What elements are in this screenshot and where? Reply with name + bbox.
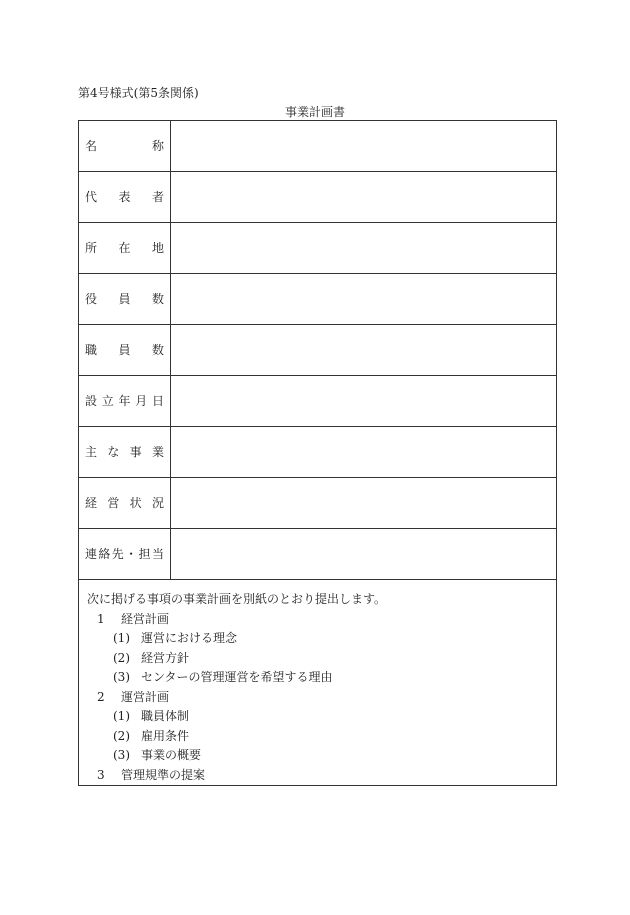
notes-item xyxy=(87,688,548,708)
plan-form-table xyxy=(78,120,557,786)
notes-item xyxy=(87,746,548,766)
notes-item-number: (2) xyxy=(113,728,130,743)
field-value[interactable] xyxy=(171,427,557,478)
field-label xyxy=(79,274,171,325)
field-value[interactable] xyxy=(171,478,557,529)
notes-item-number: 2 xyxy=(97,689,105,704)
notes-item xyxy=(87,610,548,630)
notes-item-text: 運営における理念 xyxy=(141,631,238,645)
notes-item xyxy=(87,727,548,747)
field-value[interactable] xyxy=(171,325,557,376)
form-rows xyxy=(79,121,557,786)
field-label-text: 名 称 xyxy=(85,139,164,153)
field-value[interactable] xyxy=(171,223,557,274)
notes-item-text: 経営計画 xyxy=(121,611,170,626)
field-label xyxy=(79,427,171,478)
field-label xyxy=(79,223,171,274)
field-value[interactable] xyxy=(171,121,557,172)
field-label-text: 設 立 年 月 日 xyxy=(85,394,164,408)
notes-item-number: (3) xyxy=(113,670,130,684)
notes-item-number: (1) xyxy=(113,631,130,645)
form-row xyxy=(79,376,557,427)
notes-item-text: 経営方針 xyxy=(141,650,190,665)
field-label-text: 役 員 数 xyxy=(85,292,164,306)
field-label-text: 主 な 事 業 xyxy=(85,445,164,459)
notes-row xyxy=(79,580,557,786)
notes-item-number: 3 xyxy=(97,767,105,782)
form-row xyxy=(79,427,557,478)
notes-item-text: 管理規準の提案 xyxy=(121,767,206,782)
notes-item xyxy=(87,629,548,649)
form-row xyxy=(79,172,557,223)
form-row xyxy=(79,274,557,325)
notes-item-text: 職員体制 xyxy=(141,709,190,723)
field-label xyxy=(79,121,171,172)
notes-item xyxy=(87,668,548,688)
field-label xyxy=(79,325,171,376)
notes-intro: 次に掲げる事項の事業計画を別紙のとおり提出します。 xyxy=(87,592,387,606)
notes-item-text: 運営計画 xyxy=(121,689,170,704)
notes-list xyxy=(87,610,548,786)
notes-item xyxy=(87,766,548,786)
document-title: 事業計画書 xyxy=(284,105,345,119)
field-value[interactable] xyxy=(171,529,557,580)
form-row xyxy=(79,478,557,529)
field-label-text: 連 絡 先 ・ 担 当 xyxy=(85,547,164,561)
field-label-text: 経 営 状 況 xyxy=(85,496,164,510)
notes-item xyxy=(87,707,548,727)
form-row xyxy=(79,529,557,580)
field-label xyxy=(79,376,171,427)
field-value[interactable] xyxy=(171,376,557,427)
form-row xyxy=(79,223,557,274)
notes-item-text: センターの管理運営を希望する理由 xyxy=(141,670,333,684)
field-label xyxy=(79,172,171,223)
field-label-text: 代 表 者 xyxy=(85,190,164,204)
field-label-text: 職 員 数 xyxy=(85,343,164,357)
notes-item-text: 事業の概要 xyxy=(141,748,202,762)
notes-item-number: (2) xyxy=(113,650,130,665)
notes-item-number: 1 xyxy=(97,611,105,626)
form-number: 第4号様式(第5条関係) xyxy=(78,86,199,100)
notes-item-number: (3) xyxy=(113,748,130,762)
form-row xyxy=(79,325,557,376)
field-label xyxy=(79,478,171,529)
field-label-text: 所 在 地 xyxy=(85,241,164,255)
field-value[interactable] xyxy=(171,172,557,223)
notes-cell xyxy=(79,580,557,786)
field-label xyxy=(79,529,171,580)
field-value[interactable] xyxy=(171,274,557,325)
form-row xyxy=(79,121,557,172)
notes-item xyxy=(87,649,548,669)
notes-item-text: 雇用条件 xyxy=(141,728,190,743)
notes-item-number: (1) xyxy=(113,709,130,723)
